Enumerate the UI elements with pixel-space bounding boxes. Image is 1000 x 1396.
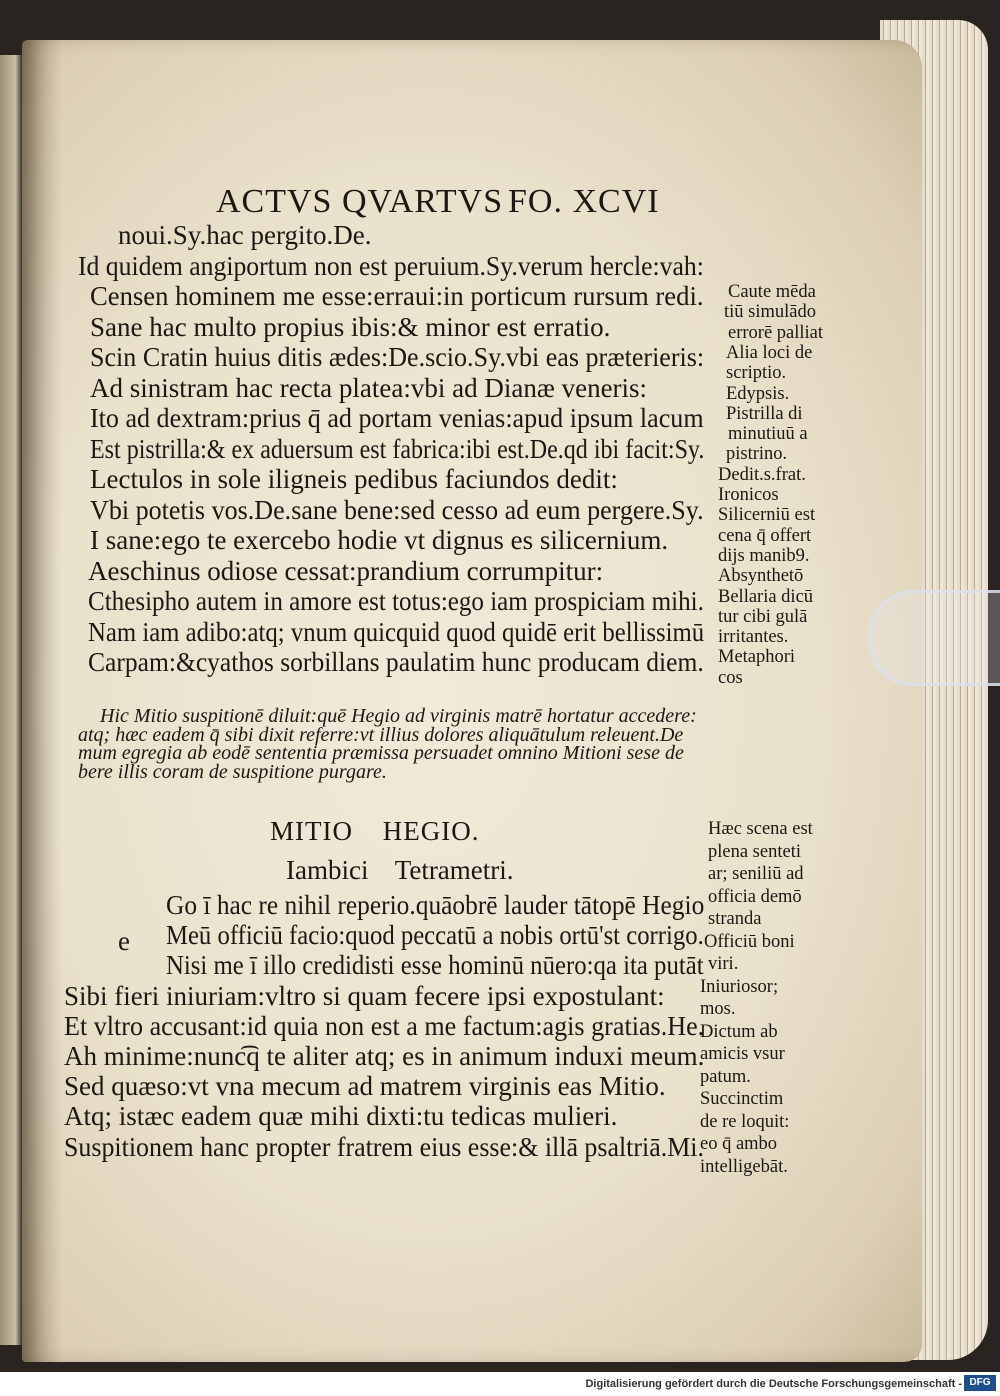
- verse-line: Sibi fieri iniuriam:vltro si quam fecere ipsi expostulant:: [64, 980, 665, 1011]
- margin-note: Alia loci de: [726, 342, 813, 363]
- margin-note: de re loquit:: [700, 1111, 790, 1132]
- margin-note: Dictum ab: [700, 1021, 778, 1042]
- argument-line: bere illis coram de suspitione purgare.: [78, 760, 387, 783]
- margin-note: tiū simulādo: [724, 302, 816, 323]
- scene-meter: Iambici Tetrametri.: [286, 855, 514, 885]
- verse-line: Ad sinistram hac recta platea:vbi ad Dianæ veneris:: [90, 372, 648, 403]
- margin-note: tur cibi gulā: [718, 606, 808, 627]
- margin-note: irritantes.: [718, 627, 789, 648]
- verse-line: Go ī hac re nihil reperio.quāobrē lauder tātopē Hegio: [166, 890, 705, 920]
- running-title: ACTVS QVARTVS: [216, 183, 504, 220]
- verse-line: I sane:ego te exercebo hodie vt dignus es silicernium.: [90, 525, 669, 555]
- verse-line: Vbi potetis vos.De.sane bene:sed cesso ad eum pergere.Sy.: [90, 494, 704, 525]
- margin-note: Hæc scena est: [708, 819, 813, 839]
- margin-note: scriptio.: [726, 363, 787, 384]
- margin-note: Silicerniū est: [718, 505, 816, 526]
- verse-line: Atq; istæc eadem quæ mihi dixti:tu tedicas mulieri.: [64, 1101, 618, 1132]
- verse-line: Id quidem angiportum non est peruium.Sy.verum hercle:vah:: [78, 250, 704, 281]
- margin-note: Dedit.s.frat.: [718, 464, 806, 485]
- margin-note: minutiuū a: [728, 424, 808, 445]
- margin-note: mos.: [700, 999, 736, 1019]
- margin-note: Pistrilla di: [726, 403, 803, 424]
- verse-line: Cthesipho autem in amore est totus:ego iam prospiciam mihi.: [88, 586, 704, 616]
- verse-line: Sed quæso:vt vna mecum ad matrem virginis eas Mitio.: [64, 1071, 666, 1102]
- margin-note: Ironicos: [718, 485, 779, 505]
- verse-line: Sane hac multo propius ibis:& minor est erratio.: [90, 311, 611, 342]
- verse-line: Ah minime:nunc͡q te aliter atq; es in animum induxi meum.: [64, 1041, 705, 1071]
- argument-line: Hic Mitio suspitionē diluit:quē Hegio ad virginis matrē hortatur accedere:: [100, 705, 697, 727]
- margin-note: amicis vsur: [700, 1044, 785, 1064]
- verse-line: Carpam:&cyathos sorbillans paulatim hunc producam diem.: [88, 647, 704, 677]
- verse-line: Est pistrilla:& ex aduersum est fabrica:ibi est.De.qd ibi facit:Sy.: [90, 433, 705, 464]
- margin-note: cena q̄ offert: [718, 525, 812, 546]
- dfg-logo: DFG: [964, 1375, 996, 1391]
- left-page-edge: [0, 55, 22, 1345]
- verse-line: noui.Sy.hac pergito.De.: [118, 220, 372, 250]
- verse-line: Aeschinus odiose cessat:prandium corrumpitur:: [88, 555, 604, 586]
- margin-note: pistrino.: [726, 444, 788, 465]
- margin-note: cos: [718, 667, 743, 688]
- margin-note: ar; seniliū ad: [708, 864, 804, 884]
- margin-note: Caute mēda: [728, 282, 816, 302]
- verse-line: Lectulos in sole iligneis pedibus faciundos dedit:: [90, 464, 618, 494]
- verse-line: Et vltro accusant:id quia non est a me factum:agis gratias.He.: [64, 1010, 705, 1041]
- margin-note: viri.: [708, 954, 739, 974]
- margin-note: stranda: [708, 909, 762, 929]
- margin-note: officia demō: [708, 886, 802, 907]
- argument-line: mum egregia ab eodē sententia præmissa persuadet omnino Mitioni sese de: [78, 742, 684, 764]
- scene-speakers: MITIO HEGIO.: [270, 816, 480, 846]
- margin-note: Succinctim: [700, 1089, 784, 1109]
- margin-note: Absynthetō: [718, 566, 804, 587]
- footer-credit: Digitalisierung gefördert durch die Deutsche Forschungsgemeinschaft -: [585, 1378, 962, 1390]
- margin-note: Metaphori: [718, 647, 796, 668]
- scene-marker: e: [118, 926, 130, 956]
- verse-line: Censen hominem me esse:erraui:in porticum rursum redi.: [90, 281, 704, 311]
- verse-line: Nisi me ī illo credidisti esse hominū nūero:qa ita putāt: [166, 950, 704, 981]
- margin-note: Bellaria dicū: [718, 586, 814, 607]
- gutter-shadow: [22, 40, 62, 1362]
- margin-note: patum.: [700, 1066, 751, 1087]
- margin-note: eo q̄ ambo: [700, 1134, 778, 1154]
- margin-note: Iniuriosor;: [700, 976, 779, 997]
- margin-note: dijs manib9.: [718, 545, 810, 566]
- margin-note: errorē palliat: [728, 322, 824, 343]
- margin-note: plena senteti: [708, 841, 801, 862]
- margin-note: Edypsis.: [726, 383, 790, 404]
- verse-line: Nam iam adibo:atq; vnum quicquid quod quidē erit bellissimū: [88, 616, 705, 647]
- page-clip: [868, 590, 1000, 686]
- margin-note: intelligebāt.: [700, 1156, 788, 1177]
- verse-line: Ito ad dextram:prius q̄ ad portam venias:apud ipsum lacum: [90, 403, 704, 433]
- margin-note: Officiū boni: [704, 931, 795, 952]
- argument-line: atq; hæc eadem q̄ sibi dixit referre:vt illius dolores aliquātulum releuent.De: [78, 723, 684, 746]
- folio-number: FO. XCVI: [508, 183, 660, 220]
- verse-line: Scin Cratin huius ditis ædes:De.scio.Sy.vbi eas præterieris:: [90, 342, 705, 372]
- verse-line: Suspitionem hanc propter fratrem eius esse:& illā psaltriā.Mi.: [64, 1131, 704, 1162]
- verse-line: Meū officiū facio:quod peccatū a nobis ortū'st corrigo.: [166, 920, 704, 951]
